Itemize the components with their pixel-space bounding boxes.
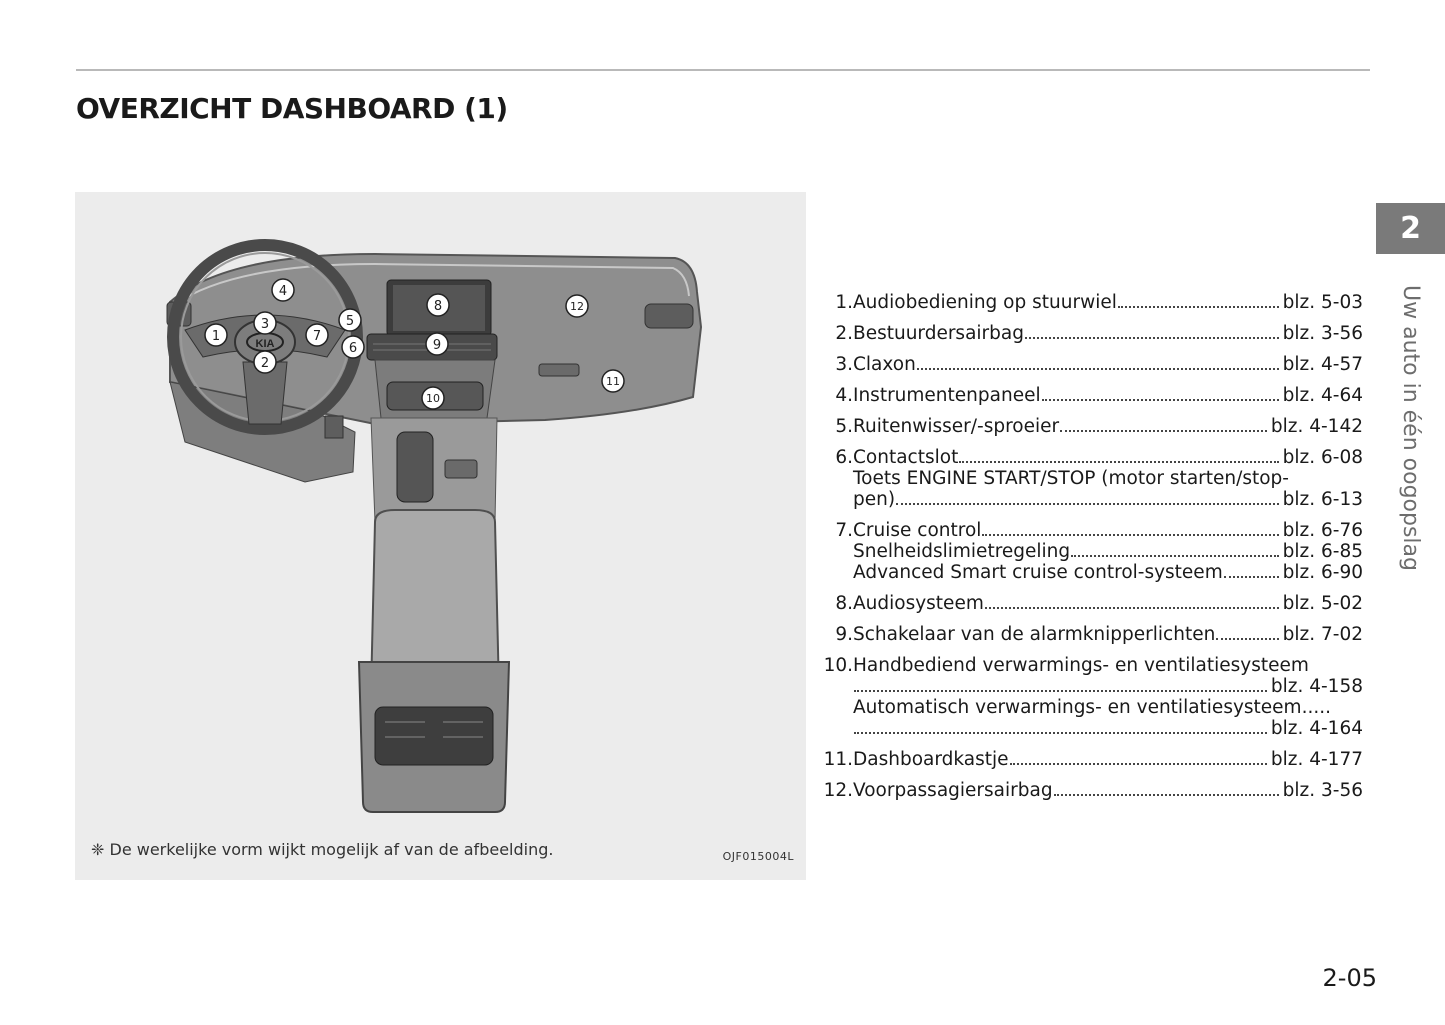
svg-text:6: 6 <box>348 341 358 356</box>
list-entry: Snelheidslimietregeling blz. 6-85 <box>853 541 1363 562</box>
page-ref: blz. 4-164 <box>1270 718 1363 739</box>
page-ref: blz. 5-03 <box>1282 292 1363 313</box>
page-ref: blz. 3-56 <box>1282 323 1363 344</box>
list-entry: Claxon blz. 4-57 <box>853 354 1363 375</box>
page-ref: blz. 3-56 <box>1282 780 1363 801</box>
item-number: 8. <box>835 593 853 614</box>
list-entry: pen) blz. 6-13 <box>853 489 1363 510</box>
list-entry: Audiobediening op stuurwiel blz. 5-03 <box>853 292 1363 313</box>
svg-text:10: 10 <box>426 392 440 405</box>
callout-12 <box>566 295 588 317</box>
item-number: 1. <box>835 292 853 313</box>
callout-4 <box>272 279 294 301</box>
list-entry: Bestuurdersairbag blz. 3-56 <box>853 323 1363 344</box>
svg-text:8: 8 <box>433 299 443 314</box>
list-item <box>818 593 1363 614</box>
list-entry: Advanced Smart cruise control-systeem blz. 6-90 <box>853 562 1363 583</box>
svg-text:2: 2 <box>260 356 270 371</box>
dashboard-figure <box>75 192 806 880</box>
item-number: 2. <box>835 323 853 344</box>
list-item <box>818 416 1363 437</box>
list-item <box>818 655 1363 739</box>
list-entry: Contactslot blz. 6-08 <box>853 447 1363 468</box>
page-ref: blz. 4-177 <box>1270 749 1363 770</box>
figure-note: ❈ De werkelijke vorm wijkt mogelijk af van de afbeelding. <box>91 840 554 859</box>
svg-text:3: 3 <box>260 317 270 332</box>
list-item <box>818 323 1363 344</box>
svg-text:5: 5 <box>345 314 355 329</box>
list-entry: Dashboardkastje blz. 4-177 <box>853 749 1363 770</box>
list-item <box>818 354 1363 375</box>
callout-8 <box>427 294 449 316</box>
page-ref: blz. 7-02 <box>1282 624 1363 645</box>
list-item <box>818 385 1363 406</box>
item-number: 10. <box>823 655 853 676</box>
list-entry: Ruitenwisser/-sproeier blz. 4-142 <box>853 416 1363 437</box>
svg-text:7: 7 <box>312 329 322 344</box>
callout-7 <box>306 324 328 346</box>
item-number: 4. <box>835 385 853 406</box>
item-number: 7. <box>835 520 853 541</box>
item-number: 6. <box>835 447 853 468</box>
page-ref: blz. 6-13 <box>1282 489 1363 510</box>
callout-5 <box>339 309 361 331</box>
list-item <box>818 520 1363 583</box>
page-ref: blz. 6-90 <box>1282 562 1363 583</box>
entry-text: Handbediend verwarmings- en ventilatiesysteem <box>853 655 1309 676</box>
dashboard-illustration <box>75 192 806 880</box>
svg-text:9: 9 <box>432 338 442 353</box>
entry-text: Toets ENGINE START/STOP (motor starten/stop- <box>853 468 1289 489</box>
section-title-vertical: Uw auto in één oogopslag <box>1398 285 1423 571</box>
callout-2 <box>254 351 276 373</box>
page-ref: blz. 5-02 <box>1282 593 1363 614</box>
list-entry: Audiosysteem blz. 5-02 <box>853 593 1363 614</box>
page-ref: blz. 6-85 <box>1282 541 1363 562</box>
svg-text:11: 11 <box>606 375 620 388</box>
top-rule <box>76 69 1370 71</box>
callout-10 <box>422 387 444 409</box>
chapter-tab: 2 <box>1376 203 1445 254</box>
page-number: 2-05 <box>1322 964 1377 992</box>
component-list <box>818 292 1363 811</box>
callout-6 <box>342 336 364 358</box>
page-ref: blz. 4-142 <box>1270 416 1363 437</box>
list-entry <box>853 718 1363 739</box>
item-number: 3. <box>835 354 853 375</box>
callout-11 <box>602 370 624 392</box>
figure-code: OJF015004L <box>722 850 794 863</box>
page-ref: blz. 6-76 <box>1282 520 1363 541</box>
kia-logo: KIA <box>255 338 275 350</box>
callout-9 <box>426 333 448 355</box>
list-item <box>818 447 1363 510</box>
callout-1 <box>205 324 227 346</box>
callout-3 <box>254 312 276 334</box>
svg-text:4: 4 <box>278 284 288 299</box>
page-title: OVERZICHT DASHBOARD (1) <box>76 92 508 125</box>
list-entry: Cruise control blz. 6-76 <box>853 520 1363 541</box>
item-number: 9. <box>835 624 853 645</box>
svg-text:12: 12 <box>570 300 584 313</box>
svg-text:1: 1 <box>211 329 221 344</box>
list-item <box>818 749 1363 770</box>
page-ref: blz. 6-08 <box>1282 447 1363 468</box>
list-entry: Schakelaar van de alarmknipperlichten blz. 7-02 <box>853 624 1363 645</box>
list-item <box>818 292 1363 313</box>
item-number: 12. <box>823 780 853 801</box>
list-item <box>818 624 1363 645</box>
list-entry <box>853 676 1363 697</box>
item-number: 5. <box>835 416 853 437</box>
page-ref: blz. 4-57 <box>1282 354 1363 375</box>
list-item <box>818 780 1363 801</box>
item-number: 11. <box>823 749 853 770</box>
page-ref: blz. 4-158 <box>1270 676 1363 697</box>
list-entry: Instrumentenpaneel blz. 4-64 <box>853 385 1363 406</box>
entry-text: Automatisch verwarmings- en ventilatiesysteem..... <box>853 697 1331 718</box>
page-ref: blz. 4-64 <box>1282 385 1363 406</box>
list-entry: Voorpassagiersairbag blz. 3-56 <box>853 780 1363 801</box>
